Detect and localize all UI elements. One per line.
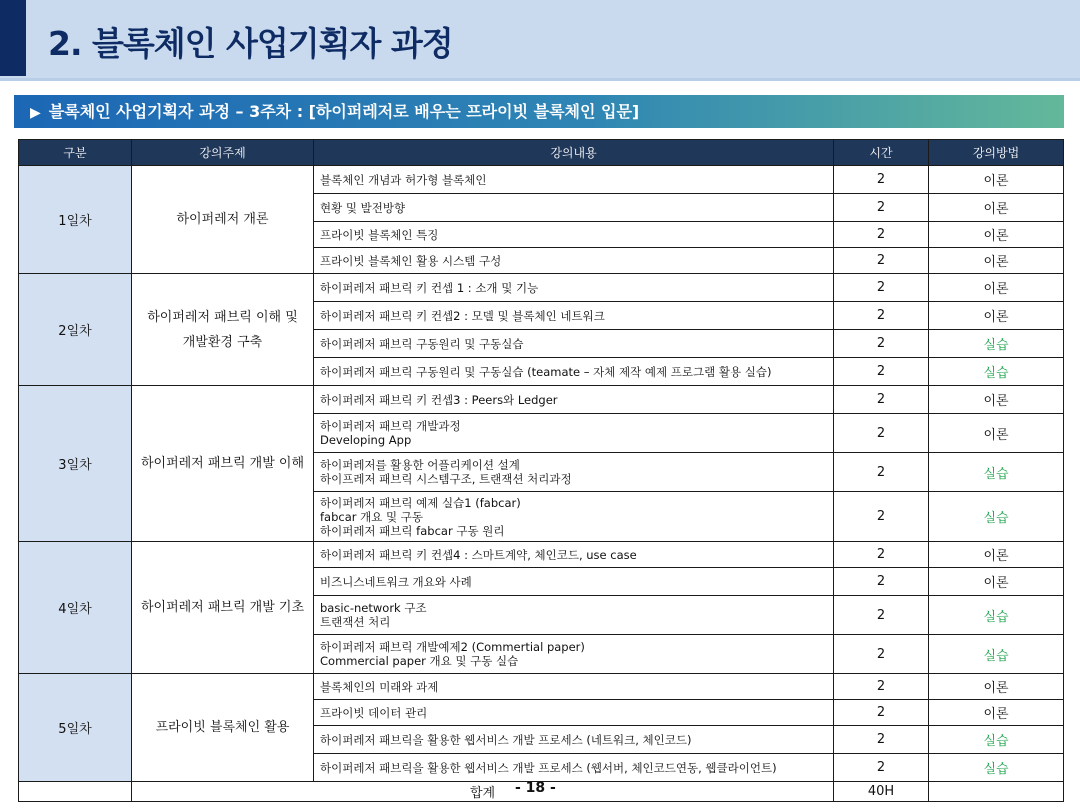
hours-cell: 2 [834,330,929,358]
header-method: 강의방법 [929,140,1064,166]
header-accent-bar [0,0,26,76]
topic-cell: 하이퍼레저 패브릭 개발 이해 [132,386,314,542]
hours-cell: 2 [834,302,929,330]
header-content: 강의내용 [314,140,834,166]
hours-cell: 2 [834,596,929,635]
content-cell: 프라이빗 데이터 관리 [314,700,834,726]
section-title: 블록체인 사업기획자 과정 – 3주차 : [하이퍼레저로 배우는 프라이빗 블록체인 입문] [48,102,640,121]
method-cell: 이론 [929,166,1064,194]
content-cell: 하이퍼레저 패브릭 개발예제2 (Commertial paper) Commercial paper 개요 및 구동 실습 [314,635,834,674]
total-day-cell [19,782,132,802]
content-cell: 프라이빗 블록체인 특징 [314,222,834,248]
header-topic: 강의주제 [132,140,314,166]
hours-cell: 2 [834,166,929,194]
hours-cell: 2 [834,222,929,248]
content-cell: 하이퍼레저 패브릭 키 컨셉3 : Peers와 Ledger [314,386,834,414]
table-row [19,542,1064,568]
method-cell: 이론 [929,222,1064,248]
content-cell: 블록체인의 미래와 과제 [314,674,834,700]
schedule-body [19,166,1064,802]
hours-cell: 2 [834,274,929,302]
method-cell: 이론 [929,248,1064,274]
day-cell: 1일차 [19,166,132,274]
topic-cell: 하이퍼레저 개론 [132,166,314,274]
method-cell: 이론 [929,542,1064,568]
total-label: 합계 [132,782,834,802]
content-cell: 하이퍼레저 패브릭을 활용한 웹서비스 개발 프로세스 (네트워크, 체인코드) [314,726,834,754]
method-cell: 실습 [929,492,1064,542]
method-cell: 이론 [929,568,1064,596]
method-cell: 실습 [929,726,1064,754]
method-cell: 실습 [929,635,1064,674]
method-cell: 이론 [929,274,1064,302]
content-cell: 블록체인 개념과 허가형 블록체인 [314,166,834,194]
hours-cell: 2 [834,542,929,568]
day-cell: 4일차 [19,542,132,674]
method-cell: 실습 [929,358,1064,386]
hours-cell: 2 [834,700,929,726]
header-divider [0,78,1080,81]
page-number: - 18 - [515,780,556,796]
hours-cell: 2 [834,568,929,596]
hours-cell: 2 [834,635,929,674]
total-method-cell [929,782,1064,802]
topic-cell: 프라이빗 블록체인 활용 [132,674,314,782]
page-title: 2. 블록체인 사업기획자 과정 [48,24,453,63]
content-cell: 하이퍼레저 패브릭 구동원리 및 구동실습 (teamate – 자체 제작 예제 프로그램 활용 실습) [314,358,834,386]
hours-cell: 2 [834,386,929,414]
method-cell: 이론 [929,386,1064,414]
method-cell: 이론 [929,194,1064,222]
method-cell: 이론 [929,674,1064,700]
method-cell: 이론 [929,700,1064,726]
content-cell: 프라이빗 블록체인 활용 시스템 구성 [314,248,834,274]
hours-cell: 2 [834,726,929,754]
method-cell: 실습 [929,596,1064,635]
content-cell: 하이퍼레저 패브릭을 활용한 웹서비스 개발 프로세스 (웹서버, 체인코드연동, 웹클라이언트) [314,754,834,782]
total-hours: 40H [834,782,929,802]
header-band [0,0,1080,80]
content-cell: 하이퍼레저 패브릭 예제 실습1 (fabcar) fabcar 개요 및 구동 하이퍼레저 패브릭 fabcar 구동 원리 [314,492,834,542]
content-cell: 하이퍼레저 패브릭 키 컨셉2 : 모델 및 블록체인 네트워크 [314,302,834,330]
topic-cell: 하이퍼레저 패브릭 이해 및 개발환경 구축 [132,274,314,386]
hours-cell: 2 [834,492,929,542]
hours-cell: 2 [834,414,929,453]
section-title-bar [14,95,1064,128]
method-cell: 실습 [929,453,1064,492]
hours-cell: 2 [834,754,929,782]
content-cell: basic-network 구조 트랜잭션 처리 [314,596,834,635]
content-cell: 하이퍼레저 패브릭 키 컨셉 1 : 소개 및 기능 [314,274,834,302]
topic-cell: 하이퍼레저 패브릭 개발 기초 [132,542,314,674]
schedule-table [18,139,1064,802]
header-hours: 시간 [834,140,929,166]
content-cell: 하이퍼레저 패브릭 키 컨셉4 : 스마트계약, 체인코드, use case [314,542,834,568]
play-arrow-icon: ▶ [30,105,41,121]
table-row [19,274,1064,302]
method-cell: 이론 [929,302,1064,330]
table-row [19,674,1064,700]
hours-cell: 2 [834,358,929,386]
header-division: 구분 [19,140,132,166]
content-cell: 비즈니스네트워크 개요와 사례 [314,568,834,596]
table-row [19,386,1064,414]
method-cell: 이론 [929,414,1064,453]
method-cell: 실습 [929,330,1064,358]
day-cell: 5일차 [19,674,132,782]
table-header-row [19,140,1064,166]
hours-cell: 2 [834,674,929,700]
day-cell: 3일차 [19,386,132,542]
day-cell: 2일차 [19,274,132,386]
hours-cell: 2 [834,453,929,492]
content-cell: 하이퍼레저 패브릭 개발과정 Developing App [314,414,834,453]
table-row [19,166,1064,194]
hours-cell: 2 [834,194,929,222]
content-cell: 하이퍼레저를 활용한 어플리케이션 설계 하이프레저 패브릭 시스템구조, 트랜잭션 처리과정 [314,453,834,492]
content-cell: 하이퍼레저 패브릭 구동원리 및 구동실습 [314,330,834,358]
hours-cell: 2 [834,248,929,274]
method-cell: 실습 [929,754,1064,782]
content-cell: 현황 및 발전방향 [314,194,834,222]
